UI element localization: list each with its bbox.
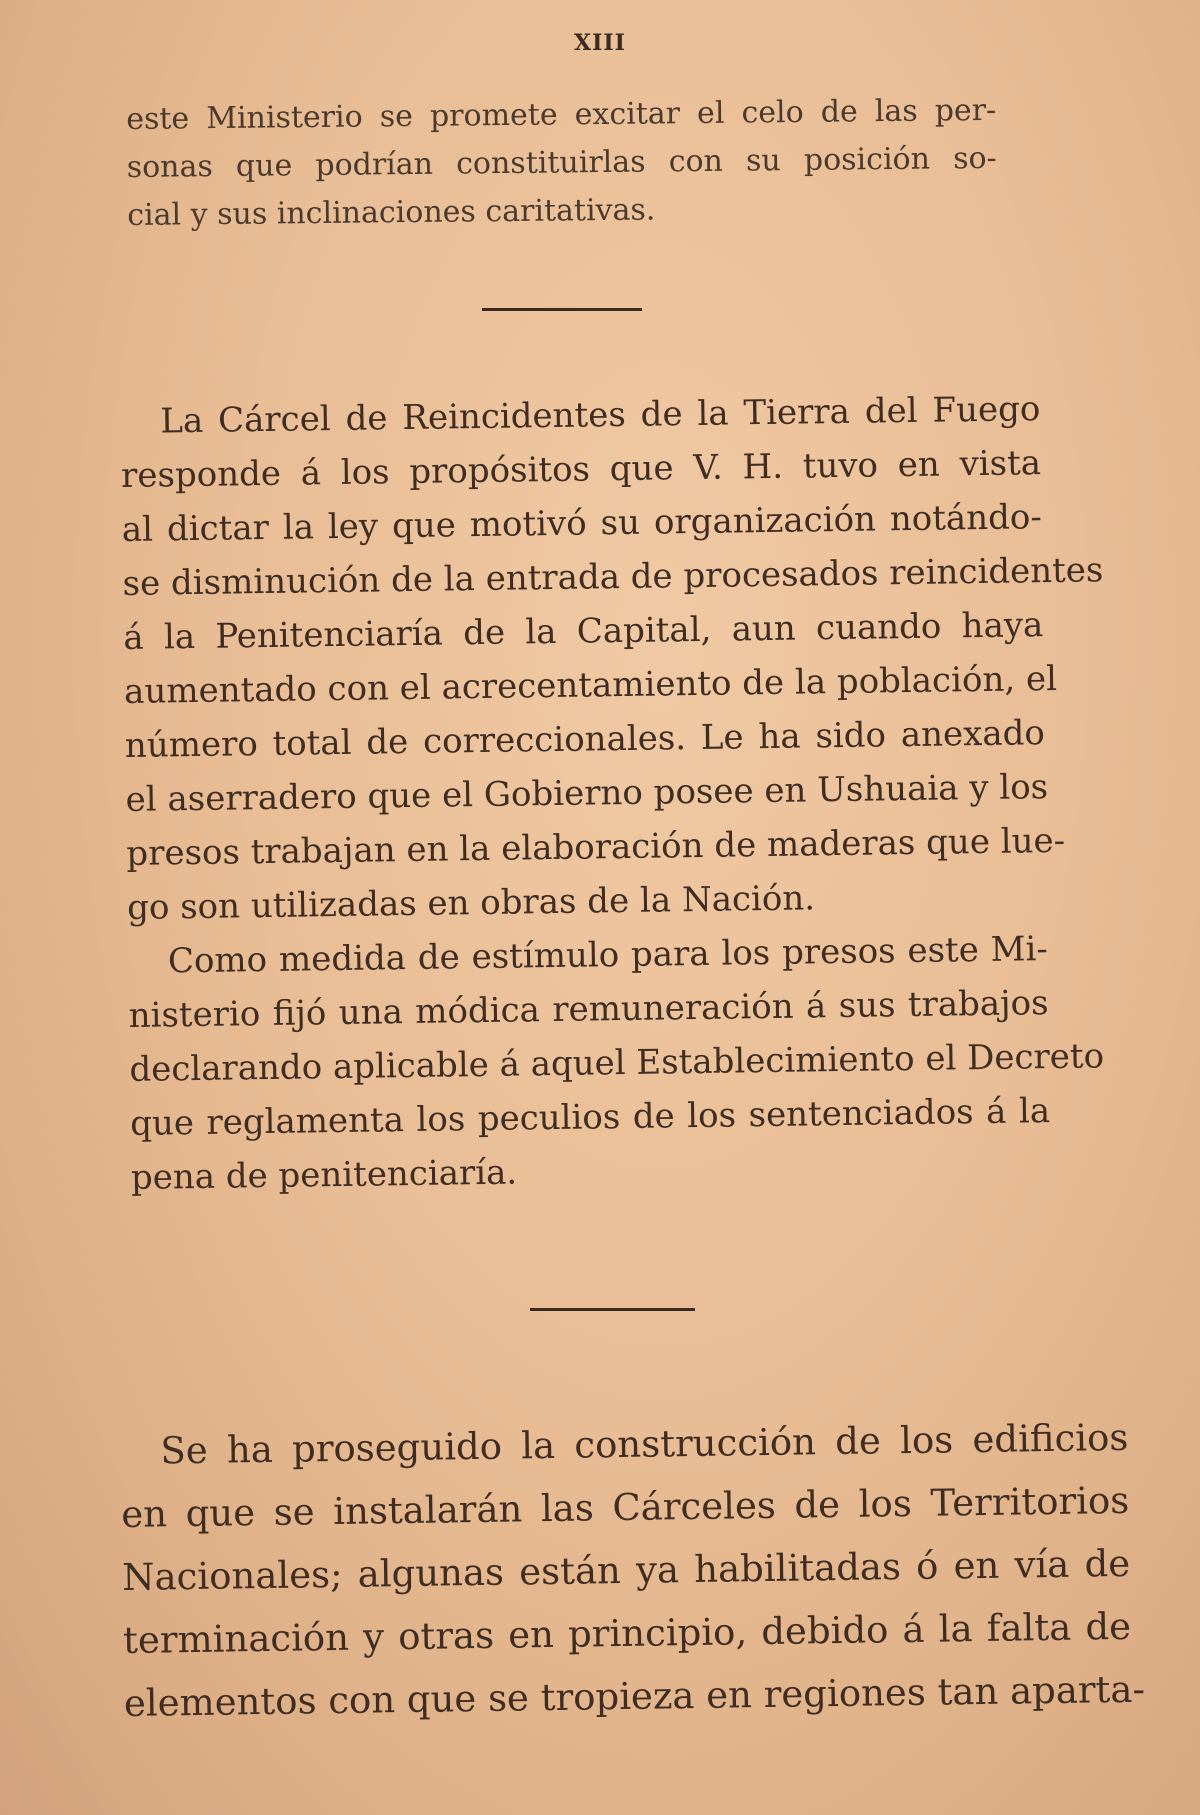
text-line: elementos con que se tropieza en regiones tan aparta- bbox=[123, 1667, 1146, 1725]
text-line: La Cárcel de Reincidentes de la Tierra del Fuego bbox=[160, 389, 1041, 442]
page-number: XIII bbox=[574, 30, 626, 56]
text-line: el aserradero que el Gobierno posee en Ushuaia y los bbox=[125, 767, 1049, 820]
text-line: aumentado con el acrecentamiento de la población, el bbox=[123, 658, 1058, 712]
text-line: al dictar la ley que motivó su organización notándo- bbox=[121, 497, 1043, 550]
text-line: número total de correccionales. Le ha sido anexado bbox=[124, 713, 1046, 766]
text-line: sonas que podrían constituirlas con su posición so- bbox=[126, 140, 997, 185]
text-line: nisterio fijó una módica remuneración á sus trabajos bbox=[128, 983, 1049, 1036]
text-line: go son utilizadas en obras de la Nación. bbox=[126, 878, 816, 928]
text-line: declarando aplicable á aquel Establecimiento el Decreto bbox=[129, 1036, 1105, 1090]
text-line: que reglamenta los peculios de los sentenciados á la bbox=[129, 1091, 1051, 1144]
text-line: terminación y otras en principio, debido á la falta de bbox=[122, 1604, 1132, 1662]
text-line: cial y sus inclinaciones caritativas. bbox=[127, 192, 656, 233]
text-line: este Ministerio se promete excitar el celo de las per- bbox=[126, 92, 997, 137]
text-line: Nacionales; algunas están ya habilitadas ó en vía de bbox=[121, 1541, 1131, 1599]
text-line: á la Penitenciaría de la Capital, aun cuando haya bbox=[123, 605, 1044, 658]
section-divider bbox=[530, 1308, 695, 1311]
section-divider bbox=[482, 308, 642, 311]
text-line: Como medida de estímulo para los presos este Mi- bbox=[167, 929, 1049, 982]
paragraph-continuation bbox=[126, 87, 997, 240]
paragraph-tierra-del-fuego bbox=[120, 382, 1105, 1205]
text-line: responde á los propósitos que V. H. tuvo en vista bbox=[120, 443, 1042, 496]
text-line: Se ha proseguido la construcción de los edificios bbox=[160, 1415, 1129, 1473]
text-line: en que se instalarán las Cárceles de los Territorios bbox=[121, 1478, 1130, 1536]
text-line: se disminución de la entrada de procesados reincidentes bbox=[122, 550, 1104, 604]
text-line: presos trabajan en la elaboración de maderas que lue- bbox=[126, 820, 1066, 874]
text-line: pena de penitenciaría. bbox=[130, 1152, 518, 1198]
paragraph-territorios bbox=[120, 1406, 1146, 1735]
